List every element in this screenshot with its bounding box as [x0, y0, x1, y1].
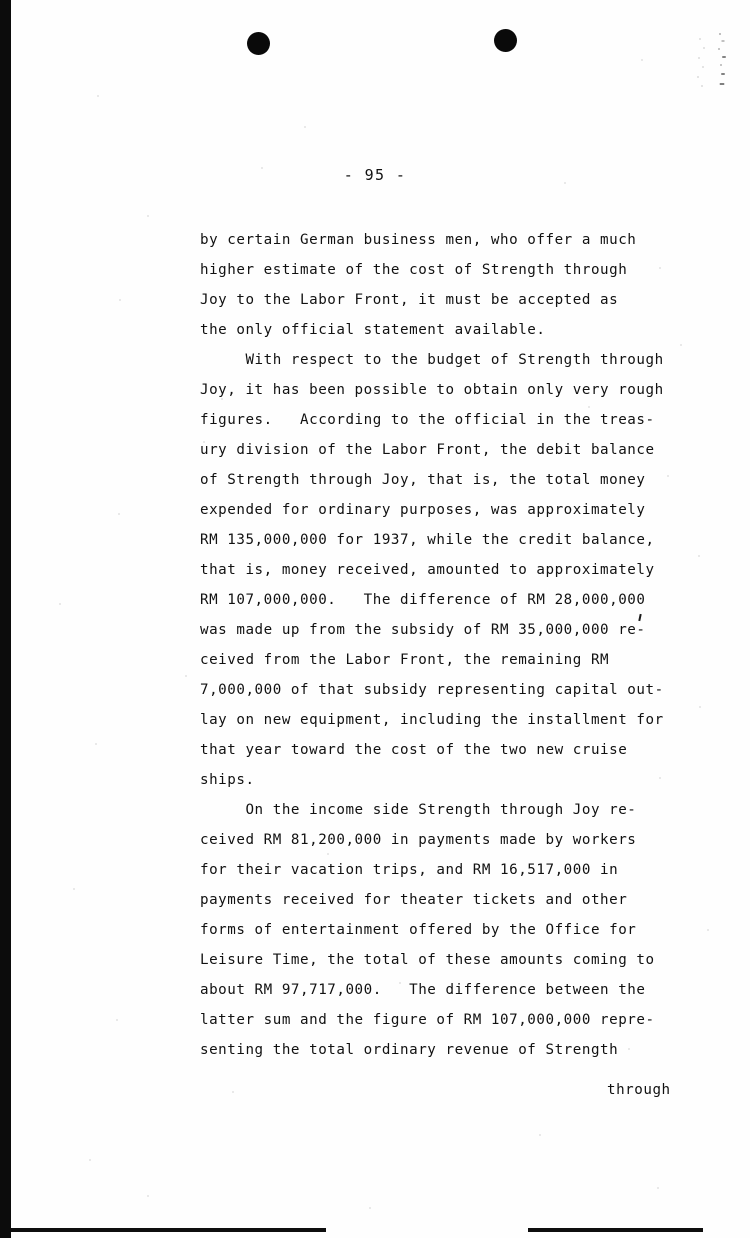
document-line: payments received for theater tickets and other — [200, 892, 628, 908]
document-line: RM 107,000,000. The difference of RM 28,000,000 — [200, 592, 646, 608]
document-line: of Strength through Joy, that is, the total money — [200, 472, 646, 488]
page-number: - 95 - — [343, 166, 407, 184]
document-line: Joy, it has been possible to obtain only very rough — [200, 382, 664, 398]
document-line: 7,000,000 of that subsidy representing capital out- — [200, 682, 664, 698]
document-line: latter sum and the figure of RM 107,000,000 repre- — [200, 1012, 655, 1028]
scan-border-bottom-right — [528, 1228, 703, 1232]
document-line: the only official statement available. — [200, 322, 546, 338]
document-line: forms of entertainment offered by the Office for — [200, 922, 637, 938]
document-line: Leisure Time, the total of these amounts coming to — [200, 952, 655, 968]
scan-border-bottom-left — [11, 1228, 326, 1232]
scan-border-left — [0, 0, 11, 1238]
punch-hole-right-icon — [494, 29, 517, 52]
document-line: On the income side Strength through Joy re- — [200, 802, 637, 818]
document-line: senting the total ordinary revenue of Strength — [200, 1042, 619, 1058]
document-line: was made up from the subsidy of RM 35,000,000 re- — [200, 622, 646, 638]
punch-hole-left-icon — [247, 32, 270, 55]
document-line: ceived from the Labor Front, the remaining RM — [200, 652, 610, 668]
document-body-text — [200, 225, 664, 1065]
document-line: that year toward the cost of the two new cruise — [200, 742, 628, 758]
ink-smudge-artifact — [716, 30, 729, 92]
document-line: ury division of the Labor Front, the debit balance — [200, 442, 655, 458]
document-line: expended for ordinary purposes, was approximately — [200, 502, 646, 518]
page-catchword: through — [607, 1082, 671, 1098]
document-line: about RM 97,717,000. The difference between the — [200, 982, 646, 998]
document-line: by certain German business men, who offer a much — [200, 232, 637, 248]
document-line: higher estimate of the cost of Strength through — [200, 262, 628, 278]
document-line: Joy to the Labor Front, it must be accepted as — [200, 292, 619, 308]
margin-speckle-artifact — [694, 36, 710, 94]
document-line: ceived RM 81,200,000 in payments made by workers — [200, 832, 637, 848]
document-line: for their vacation trips, and RM 16,517,000 in — [200, 862, 619, 878]
document-line: RM 135,000,000 for 1937, while the credit balance, — [200, 532, 655, 548]
document-line: ships. — [200, 772, 255, 788]
document-line: that is, money received, amounted to approximately — [200, 562, 655, 578]
document-line: With respect to the budget of Strength through — [200, 352, 664, 368]
document-line: lay on new equipment, including the installment for — [200, 712, 664, 728]
document-line: figures. According to the official in the treas- — [200, 412, 655, 428]
